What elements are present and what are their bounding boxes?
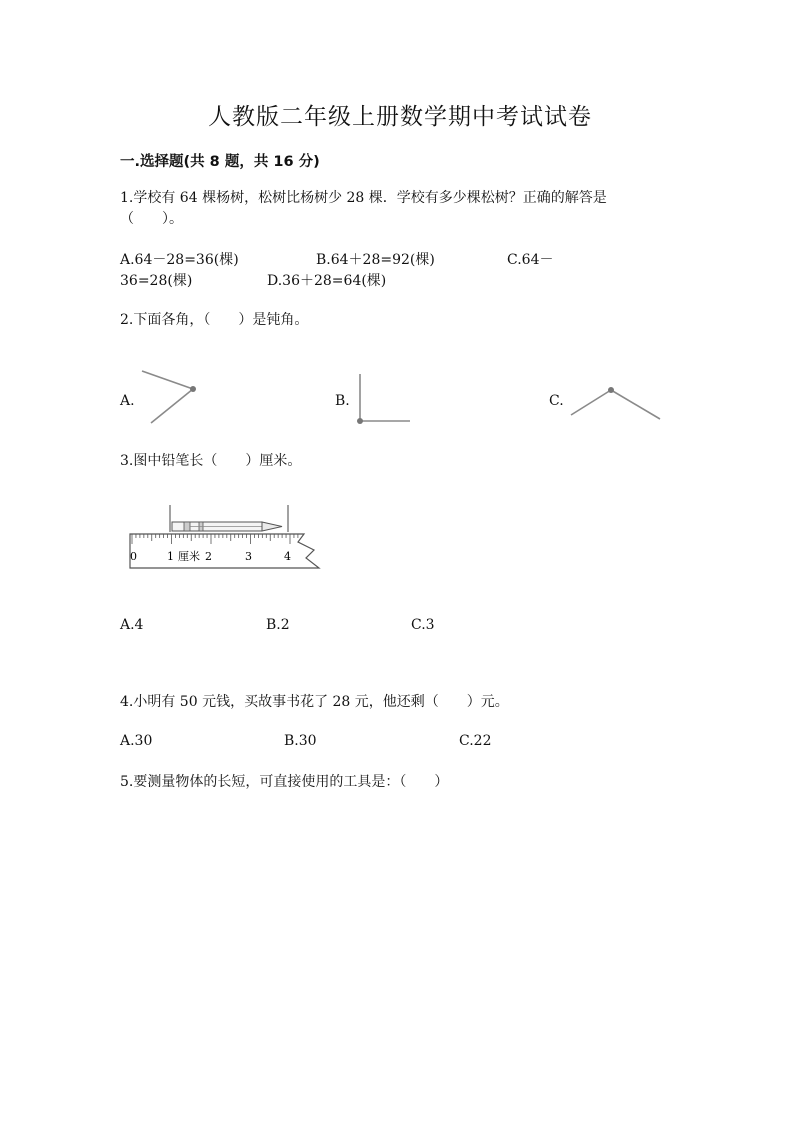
q4-option-a[interactable]: A.30 [120, 733, 153, 749]
ruler-pencil-figure [126, 502, 326, 574]
q3-option-a[interactable]: A.4 [120, 617, 144, 633]
ruler-label-4: 4 [284, 550, 291, 563]
ruler-label-3: 3 [245, 550, 252, 563]
q2-option-a[interactable]: A. [120, 393, 135, 409]
pencil-icon [172, 522, 282, 531]
q1-option-c[interactable]: C.64－ [507, 252, 554, 268]
q3-option-b[interactable]: B.2 [266, 617, 290, 633]
question-1-stem-line1: 1.学校有 64 棵杨树，松树比杨树少 28 棵．学校有多少棵松树？正确的解答是 [120, 190, 607, 206]
q1-option-b[interactable]: B.64＋28=92(棵) [316, 252, 435, 268]
q1-option-d[interactable]: D.36＋28=64(棵) [267, 273, 387, 289]
ruler-label-0: 0 [130, 550, 137, 563]
section-heading: 一.选择题(共 8 题，共 16 分) [120, 154, 320, 170]
question-1-stem-line2: （ ）。 [120, 211, 183, 227]
question-5-stem: 5.要测量物体的长短，可直接使用的工具是：（ ） [120, 774, 449, 790]
ruler-label-unit: 厘米 [178, 550, 200, 563]
obtuse-angle-figure [566, 380, 666, 425]
q1-option-a[interactable]: A.64－28=36(棵) [120, 252, 239, 268]
ruler-label-2: 2 [205, 550, 212, 563]
acute-angle-figure [138, 365, 208, 430]
ruler-label-1: 1 [167, 550, 174, 563]
q1-option-c-continued: 36=28(棵) [120, 273, 193, 289]
question-1 [120, 188, 680, 230]
q2-option-b[interactable]: B. [335, 393, 350, 409]
question-2-stem: 2.下面各角，（ ）是钝角。 [120, 312, 309, 328]
q2-option-c[interactable]: C. [549, 393, 564, 409]
right-angle-figure [352, 370, 417, 430]
q4-option-b[interactable]: B.30 [284, 733, 317, 749]
page-title: 人教版二年级上册数学期中考试试卷 [208, 104, 592, 130]
question-4-stem: 4.小明有 50 元钱，买故事书花了 28 元，他还剩（ ）元。 [120, 694, 509, 710]
q3-option-c[interactable]: C.3 [411, 617, 435, 633]
q4-option-c[interactable]: C.22 [459, 733, 492, 749]
question-3-stem: 3.图中铅笔长（ ）厘米。 [120, 453, 302, 469]
